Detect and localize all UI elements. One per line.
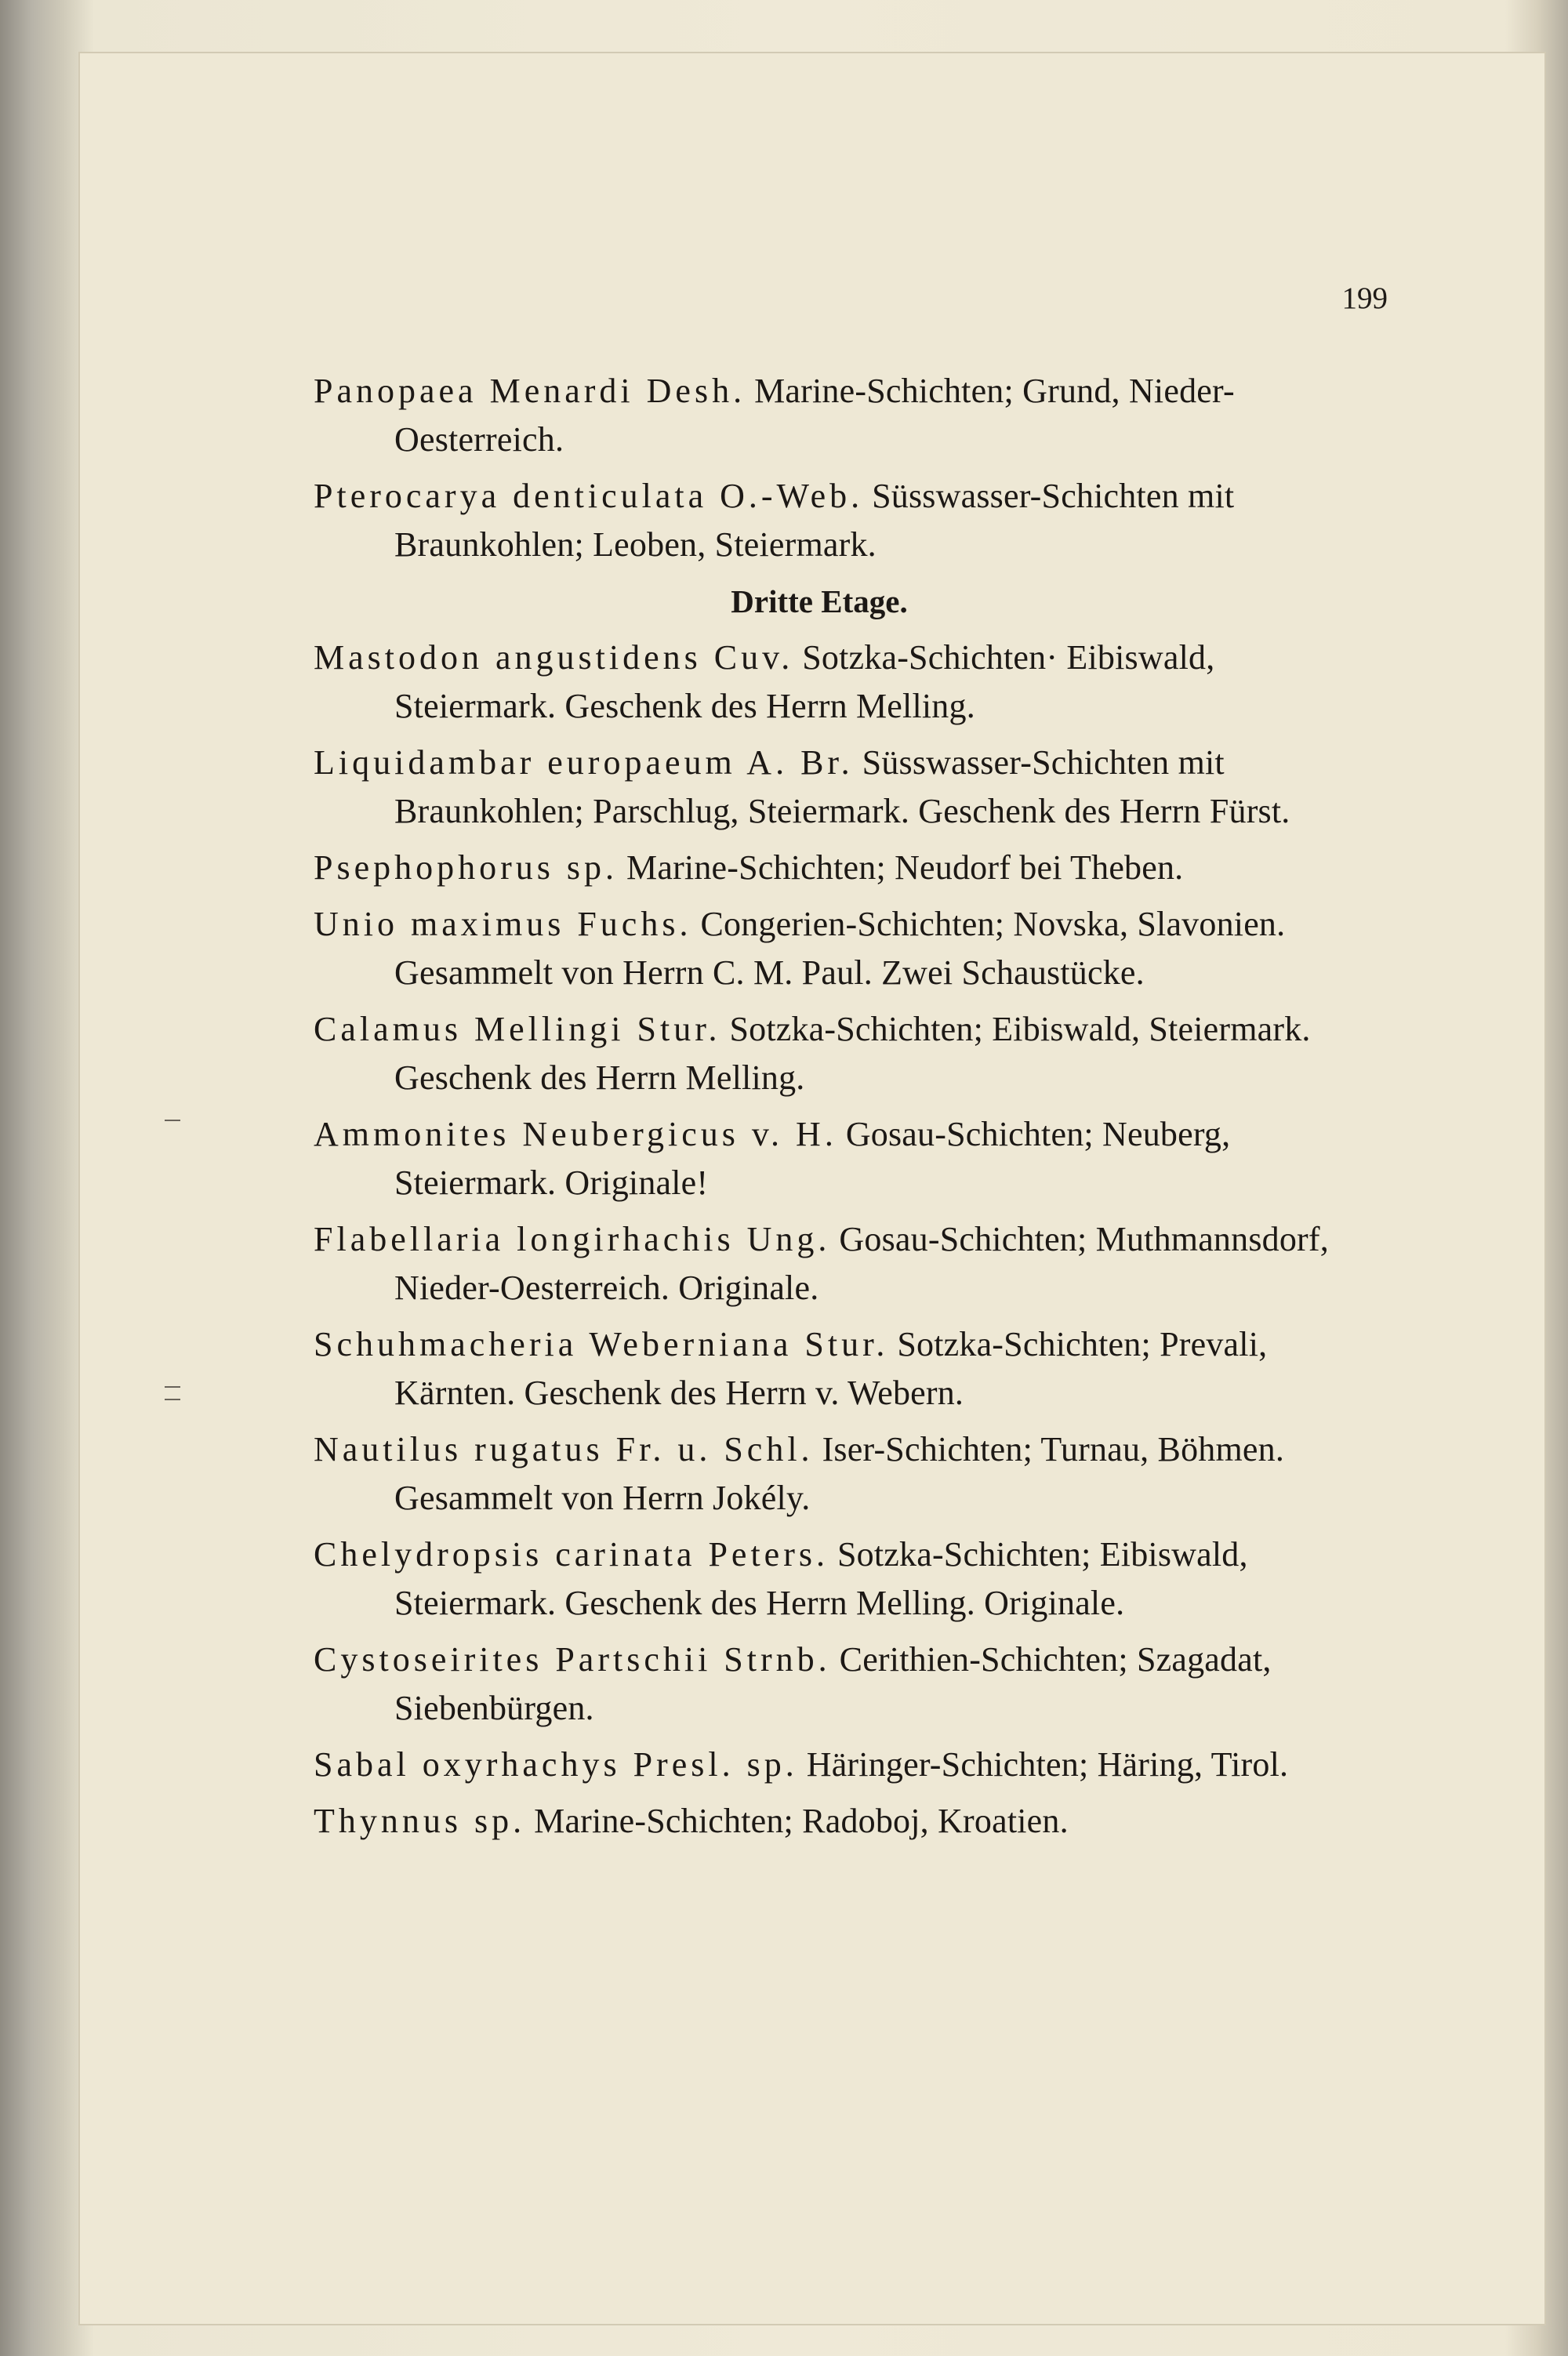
- specimen-details: Sotzka-Schichten· Eibiswald, Steiermark. Geschenk des Herrn Melling.: [394, 638, 1215, 725]
- catalog-entry: [314, 1215, 1364, 1312]
- specimen-details: Sotzka-Schichten; Prevali, Kärnten. Geschenk des Herrn v. Webern.: [394, 1325, 1268, 1412]
- specimen-name: Mastodon angustidens Cuv.: [314, 638, 794, 677]
- specimen-details: Gosau-Schichten; Muthmannsdorf, Nieder-Oesterreich. Originale.: [394, 1220, 1329, 1307]
- specimen-details: Congerien-Schichten; Novska, Slavonien. Gesammelt von Herrn C. M. Paul. Zwei Schaustücke.: [394, 905, 1286, 992]
- catalog-list: [314, 367, 1364, 1853]
- catalog-entry: [314, 900, 1364, 997]
- catalog-entry: [314, 1797, 1364, 1846]
- specimen-details: Cerithien-Schichten; Szagadat, Siebenbürgen.: [394, 1640, 1272, 1727]
- catalog-entry: [314, 1741, 1364, 1789]
- specimen-name: Sabal oxyrhachys Presl. sp.: [314, 1745, 798, 1784]
- specimen-name: Unio maximus Fuchs.: [314, 905, 692, 943]
- catalog-entry: [314, 844, 1364, 892]
- specimen-details: Sotzka-Schichten; Eibiswald, Steiermark. Geschenk des Herrn Melling.: [394, 1010, 1311, 1097]
- specimen-details: Sotzka-Schichten; Eibiswald, Steiermark. Geschenk des Herrn Melling. Originale.: [394, 1535, 1248, 1622]
- catalog-entry: [314, 1110, 1364, 1207]
- catalog-entry: [314, 1425, 1364, 1523]
- specimen-name: Liquidambar europaeum A. Br.: [314, 743, 854, 782]
- catalog-entry: [314, 633, 1364, 731]
- catalog-entry: [314, 739, 1364, 836]
- specimen-name: Pterocarya denticulata O.-Web.: [314, 477, 864, 515]
- section-heading: Dritte Etage.: [731, 583, 908, 619]
- edge-mark: [165, 1120, 180, 1121]
- specimen-details: Süsswasser-Schichten mit Braunkohlen; Parschlug, Steiermark. Geschenk des Herrn Fürst.: [394, 743, 1290, 830]
- specimen-name: Psephophorus sp.: [314, 848, 619, 887]
- specimen-name: Chelydropsis carinata Peters.: [314, 1535, 829, 1574]
- book-page: [78, 52, 1546, 2325]
- specimen-name: Nautilus rugatus Fr. u. Schl.: [314, 1430, 814, 1468]
- specimen-details: Häringer-Schichten; Häring, Tirol.: [806, 1745, 1289, 1784]
- specimen-details: Marine-Schichten; Neudorf bei Theben.: [626, 848, 1184, 887]
- edge-mark: [165, 1386, 180, 1388]
- specimen-details: Iser-Schichten; Turnau, Böhmen. Gesammelt von Herrn Jokély.: [394, 1430, 1285, 1517]
- specimen-details: Marine-Schichten; Grund, Nieder-Oesterreich.: [394, 372, 1235, 459]
- specimen-name: Flabellaria longirhachis Ung.: [314, 1220, 831, 1258]
- page-edge-marks: [165, 1120, 191, 1449]
- specimen-details: Süsswasser-Schichten mit Braunkohlen; Leoben, Steiermark.: [394, 477, 1235, 564]
- catalog-entry: [314, 1635, 1364, 1733]
- catalog-entry: [314, 367, 1364, 464]
- catalog-entry: [314, 1320, 1364, 1418]
- page-number: 199: [1341, 281, 1388, 315]
- specimen-name: Ammonites Neubergicus v. H.: [314, 1115, 837, 1153]
- catalog-entry: [314, 1530, 1364, 1628]
- specimen-name: Cystoseirites Partschii Strnb.: [314, 1640, 831, 1679]
- specimen-name: Schuhmacheria Weberniana Stur.: [314, 1325, 889, 1363]
- specimen-details: Marine-Schichten; Radoboj, Kroatien.: [534, 1802, 1069, 1840]
- edge-mark: [165, 1399, 180, 1400]
- specimen-details: Gosau-Schichten; Neuberg, Steiermark. Originale!: [394, 1115, 1231, 1202]
- catalog-entry: [314, 1005, 1364, 1102]
- specimen-name: Calamus Mellingi Stur.: [314, 1010, 721, 1048]
- specimen-name: Panopaea Menardi Desh.: [314, 372, 746, 410]
- catalog-entry: [314, 472, 1364, 569]
- specimen-name: Thynnus sp.: [314, 1802, 526, 1840]
